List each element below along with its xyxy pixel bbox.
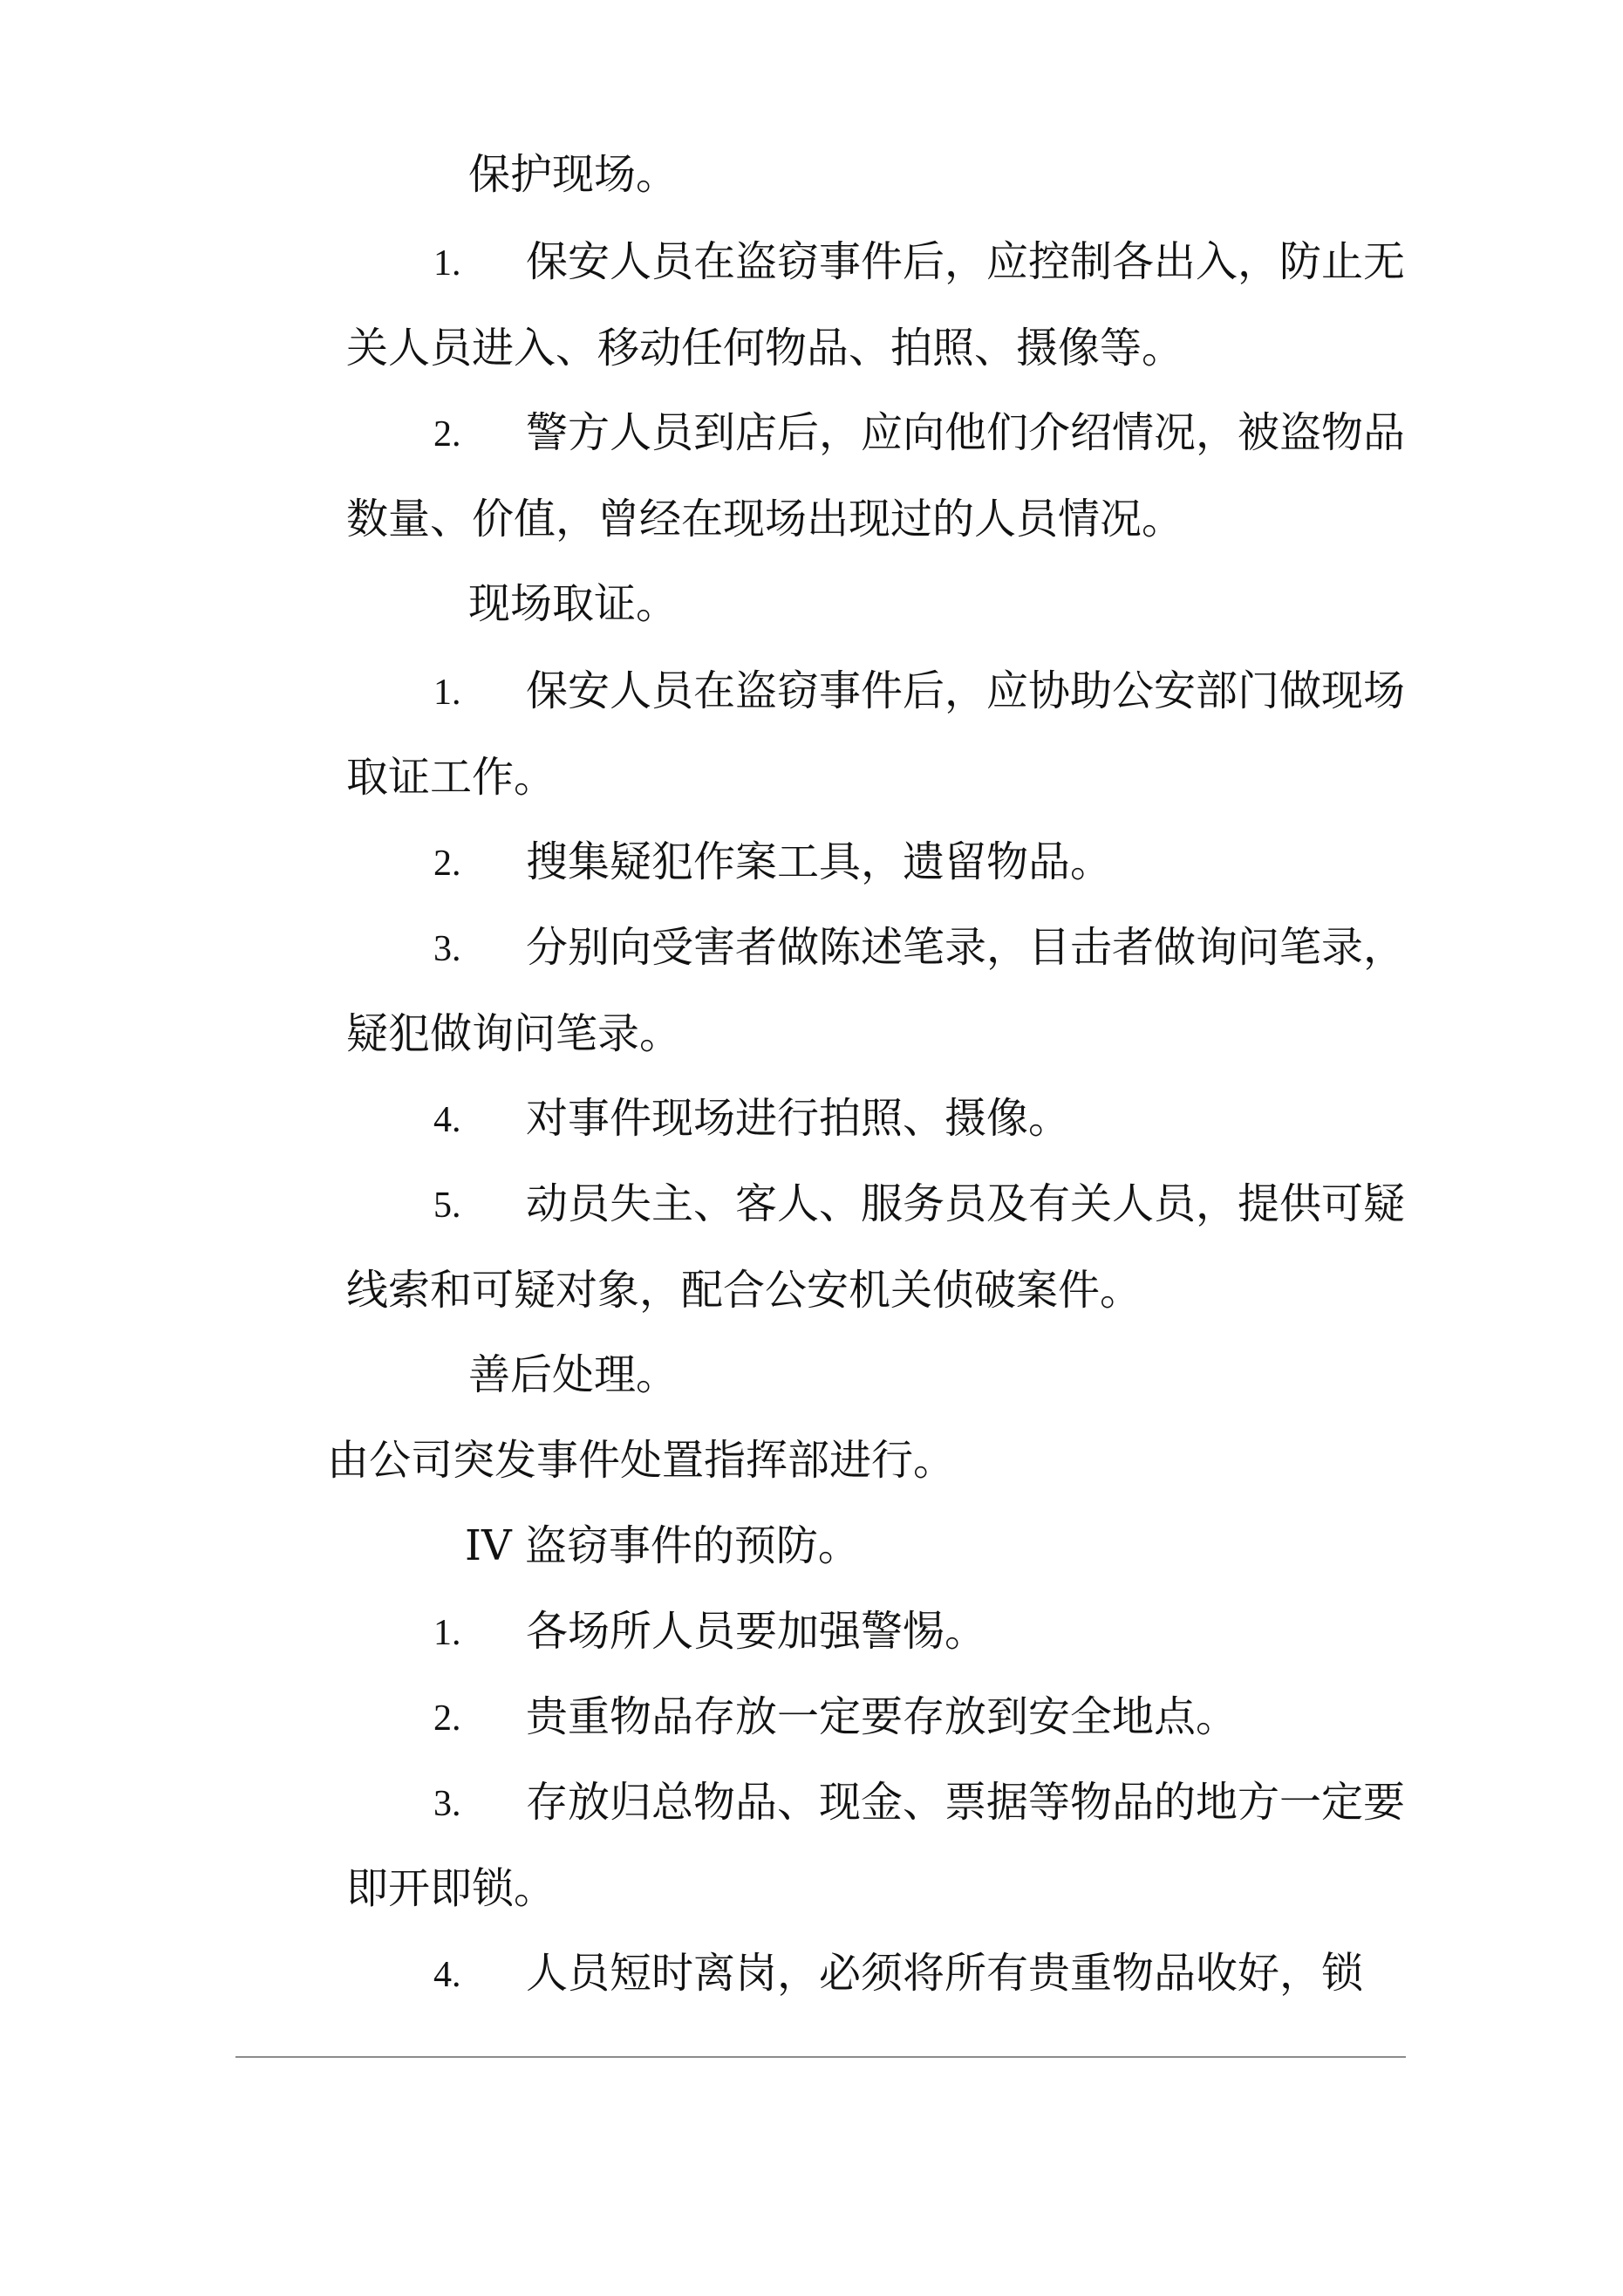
list-item-number: 4. [433, 1100, 461, 1140]
list-item-number: 4. [433, 1955, 461, 1995]
list-item-number: 1. [433, 1613, 461, 1653]
list-item-text: 保安人员在盗窃事件后，应协助公安部门做现场 [526, 666, 1406, 715]
list-item-text: 分别向受害者做陈述笔录，目击者做询问笔录， [526, 923, 1406, 972]
list-item-number: 2. [433, 414, 461, 454]
section-heading-protect-scene: 保护现场。 [468, 150, 679, 199]
list-item-text: 警方人员到店后，应向他们介绍情况，被盗物品 [526, 408, 1406, 457]
list-item-number: 2. [433, 1698, 461, 1739]
paragraph-text: 由公司突发事件处置指挥部进行。 [327, 1436, 956, 1485]
list-item-text: 各场所人员要加强警惕。 [526, 1607, 987, 1656]
list-item-text: 保安人员在盗窃事件后，应控制各出入，防止无 [526, 237, 1406, 286]
list-item-text-continued: 数量、价值，曾经在现场出现过的人员情况。 [346, 495, 1184, 543]
list-item-number: 1. [433, 673, 461, 713]
list-item-text-continued: 关人员进入、移动任何物品、拍照、摄像等。 [346, 324, 1184, 372]
footer-divider [235, 2056, 1406, 2058]
list-item-text-continued: 疑犯做询问笔录。 [346, 1009, 682, 1058]
section-heading-prevention: IV 盗窃事件的预防。 [465, 1521, 860, 1570]
section-heading-evidence: 现场取证。 [468, 579, 679, 628]
list-item-number: 2. [433, 844, 461, 884]
list-item-text: 存放归总物品、现金、票据等物品的地方一定要 [526, 1778, 1406, 1827]
list-item-number: 1. [433, 243, 461, 284]
list-item-text: 对事件现场进行拍照、摄像。 [526, 1094, 1071, 1143]
list-item-text: 搜集疑犯作案工具，遗留物品。 [526, 837, 1113, 886]
list-item-number: 3. [433, 1784, 461, 1824]
section-heading-aftermath: 善后处理。 [468, 1350, 679, 1399]
list-item-text-continued: 线索和可疑对象，配合公安机关侦破案件。 [346, 1266, 1142, 1315]
list-item-number: 5. [433, 1186, 461, 1226]
list-item-text-continued: 取证工作。 [346, 753, 556, 802]
list-item-text: 动员失主、客人、服务员及有关人员，提供可疑 [526, 1179, 1406, 1228]
list-item-text: 人员短时离岗，必须将所有贵重物品收好，锁 [526, 1949, 1364, 1998]
list-item-number: 3. [433, 929, 461, 969]
list-item-text: 贵重物品存放一定要存放到安全地点。 [526, 1692, 1238, 1741]
list-item-text-continued: 即开即锁。 [346, 1864, 556, 1913]
